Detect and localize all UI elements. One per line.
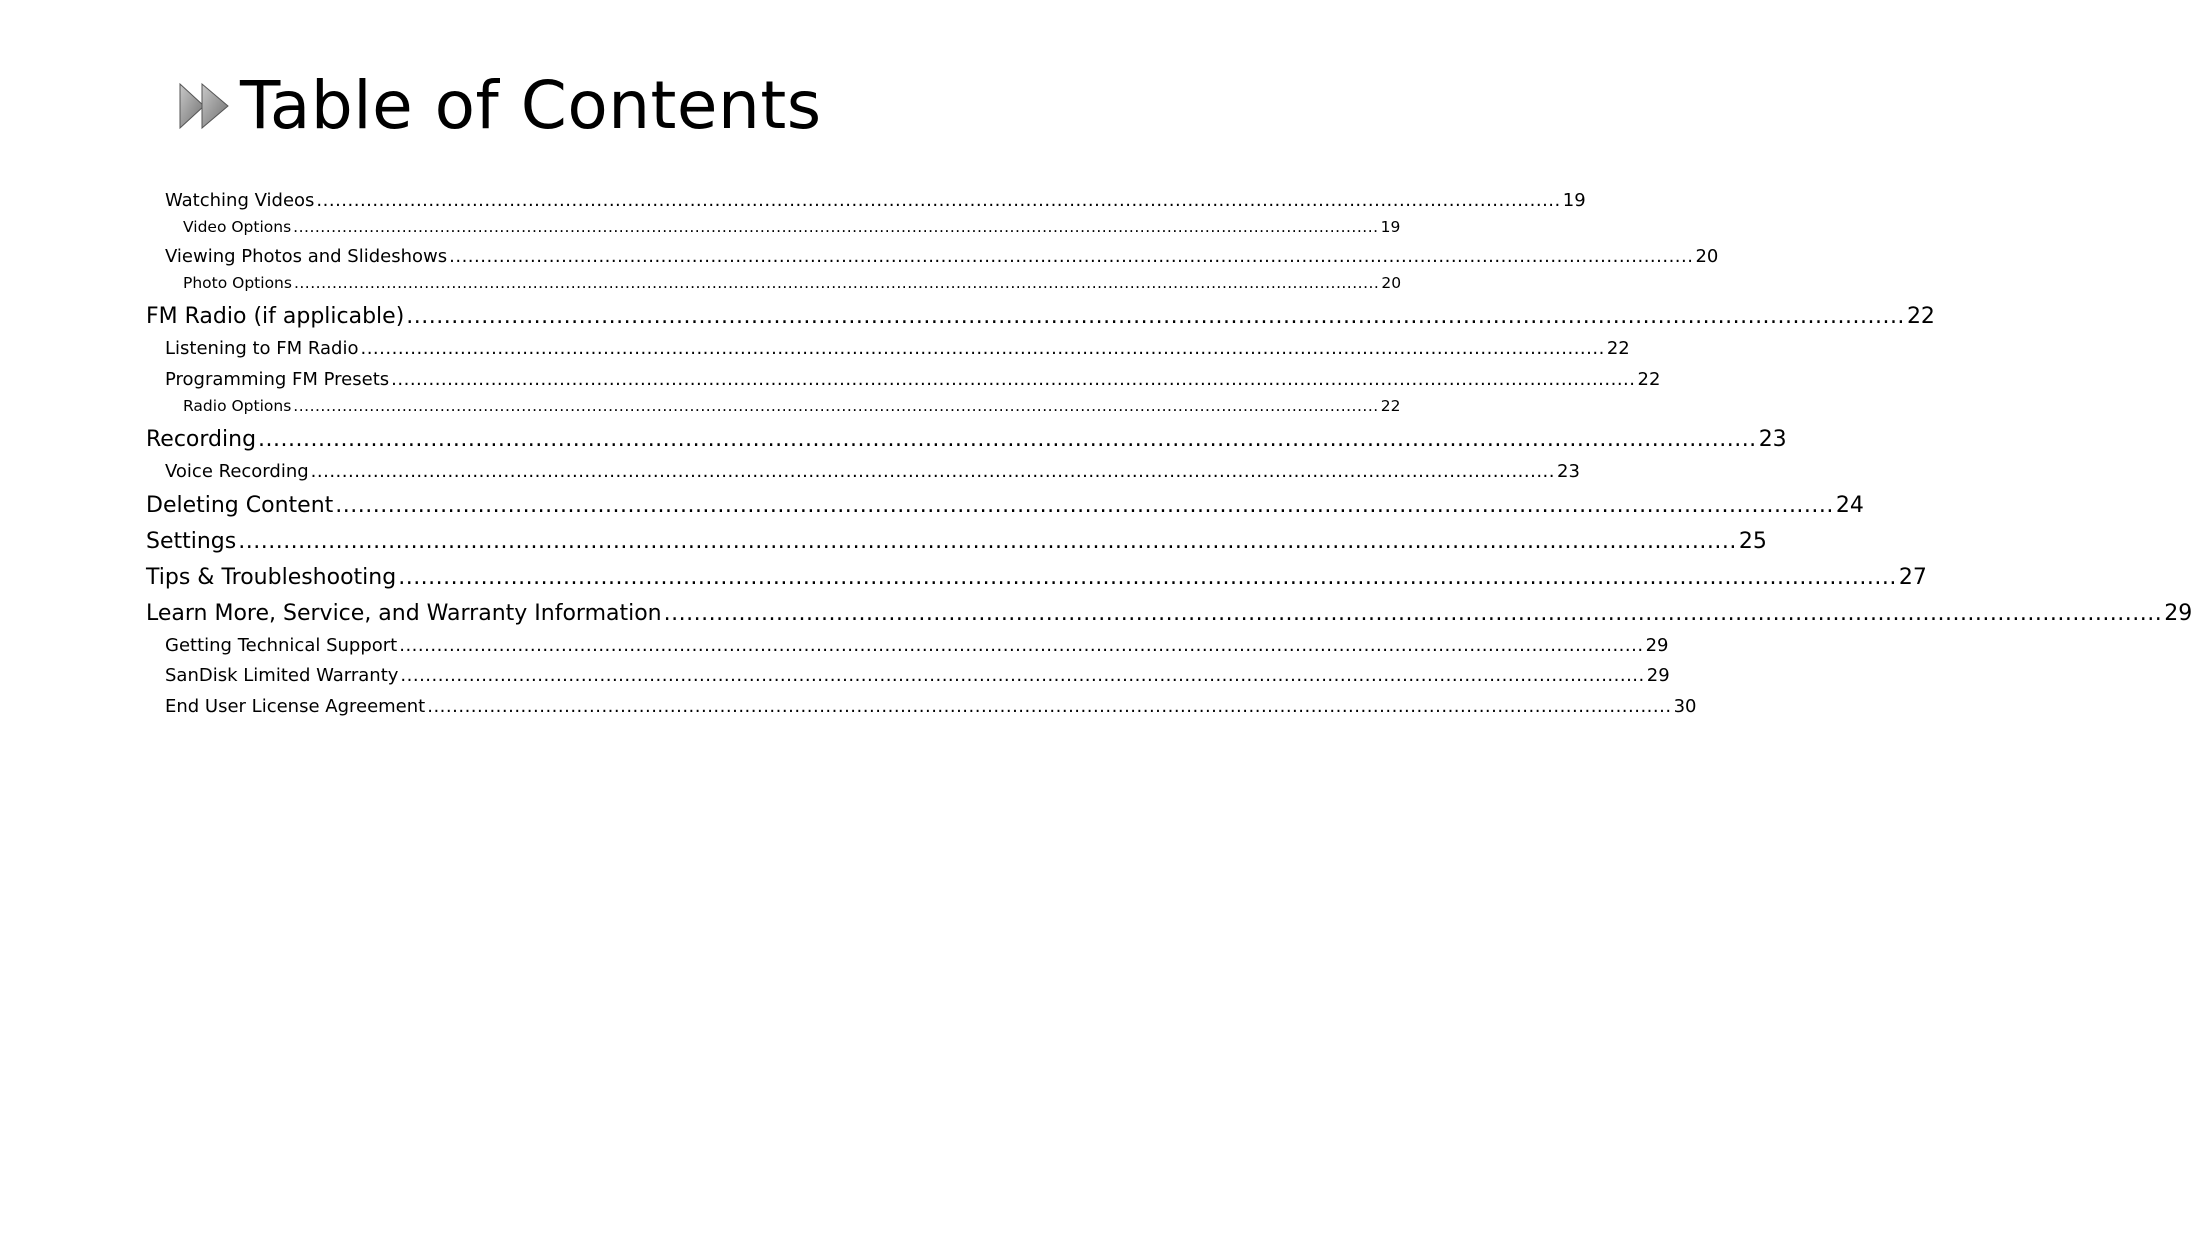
dot-leader: ........................................................................................................................................................................................................: [360, 338, 1605, 359]
toc-entry-label: Watching Videos: [165, 190, 315, 211]
toc-entry-label: Learn More, Service, and Warranty Information: [146, 601, 662, 626]
toc-entry[interactable]: [165, 369, 1661, 390]
dot-leader: ........................................................................................................................................................................................................: [316, 190, 1561, 211]
toc-entry-label: Recording: [146, 427, 257, 452]
toc-entry[interactable]: [146, 529, 1767, 554]
toc-entry-page: 19: [1562, 190, 1586, 211]
dot-leader: ........................................................................................................................................................................................................: [238, 529, 1737, 554]
toc-entry-page: 20: [1381, 274, 1402, 292]
toc-entry[interactable]: [165, 665, 1670, 686]
toc-entry-label: Settings: [146, 529, 237, 554]
toc-entry-page: 30: [1673, 696, 1697, 717]
double-chevron-right-icon: [178, 82, 230, 130]
toc-entry[interactable]: [146, 304, 1935, 329]
toc-entry-label: FM Radio (if applicable): [146, 304, 405, 329]
toc-entry-label: Radio Options: [183, 397, 292, 415]
toc-entry[interactable]: [165, 338, 1630, 359]
dot-leader: ........................................................................................................................................................................................................: [399, 635, 1644, 656]
dot-leader: ........................................................................................................................................................................................................: [663, 601, 2163, 626]
toc-entry-label: Tips & Troubleshooting: [146, 565, 397, 590]
toc-entry-page: 22: [1380, 397, 1401, 415]
toc-entry-page: 27: [1898, 565, 1927, 590]
toc-entry[interactable]: [183, 218, 1401, 236]
toc-entry-page: 23: [1557, 461, 1580, 482]
toc-entry-page: 19: [1380, 218, 1401, 236]
dot-leader: ........................................................................................................................................................................................................: [406, 304, 1905, 329]
toc-entry-page: 20: [1695, 246, 1719, 267]
toc-entry-page: 29: [1646, 665, 1670, 686]
toc-entry[interactable]: [165, 190, 1586, 211]
toc-entry-page: 22: [1906, 304, 1935, 329]
toc-entry[interactable]: [183, 274, 1402, 292]
toc-entry-label: Video Options: [183, 218, 292, 236]
toc-entry-label: Programming FM Presets: [165, 369, 390, 390]
dot-leader: ........................................................................................................................................................................................................: [258, 427, 1757, 452]
title-row: [178, 66, 822, 146]
toc-entry[interactable]: [165, 246, 1719, 267]
toc-entry-page: 29: [1645, 635, 1669, 656]
toc-entry-label: SanDisk Limited Warranty: [165, 665, 399, 686]
dot-leader: ........................................................................................................................................................................................................: [310, 461, 1555, 482]
toc-entry[interactable]: [165, 635, 1669, 656]
toc-entry[interactable]: [165, 461, 1580, 482]
dot-leader: ........................................................................................................................................................................................................: [398, 565, 1897, 590]
toc-entry[interactable]: [146, 427, 1787, 452]
toc-entry-page: 23: [1758, 427, 1787, 452]
toc-entry-label: Photo Options: [183, 274, 292, 292]
dot-leader: ........................................................................................................................................................................................................: [293, 218, 1379, 236]
toc-entry[interactable]: [183, 397, 1401, 415]
dot-leader: ........................................................................................................................................................................................................: [335, 493, 1834, 518]
dot-leader: ........................................................................................................................................................................................................: [400, 665, 1645, 686]
toc-entry-page: 25: [1738, 529, 1767, 554]
toc-entry-page: 24: [1835, 493, 1864, 518]
dot-leader: ........................................................................................................................................................................................................: [293, 397, 1379, 415]
toc-entry[interactable]: [146, 565, 1927, 590]
toc-entry-page: 22: [1606, 338, 1630, 359]
page-title: Table of Contents: [240, 67, 822, 144]
toc-entry-label: Listening to FM Radio: [165, 338, 359, 359]
toc-entry-label: Getting Technical Support: [165, 635, 398, 656]
toc-entry[interactable]: [165, 696, 1697, 717]
toc-entry-label: Viewing Photos and Slideshows: [165, 246, 448, 267]
toc-entry-page: 29: [2164, 601, 2192, 626]
dot-leader: ........................................................................................................................................................................................................: [449, 246, 1694, 267]
toc-entry-label: Deleting Content: [146, 493, 334, 518]
dot-leader: ........................................................................................................................................................................................................: [293, 274, 1380, 292]
dot-leader: ........................................................................................................................................................................................................: [391, 369, 1636, 390]
dot-leader: ........................................................................................................................................................................................................: [427, 696, 1672, 717]
toc-entry[interactable]: [146, 601, 2192, 626]
toc-entry-label: Voice Recording: [165, 461, 309, 482]
toc-entry[interactable]: [146, 493, 1864, 518]
toc-entry-label: End User License Agreement: [165, 696, 426, 717]
toc-entry-page: 22: [1637, 369, 1661, 390]
